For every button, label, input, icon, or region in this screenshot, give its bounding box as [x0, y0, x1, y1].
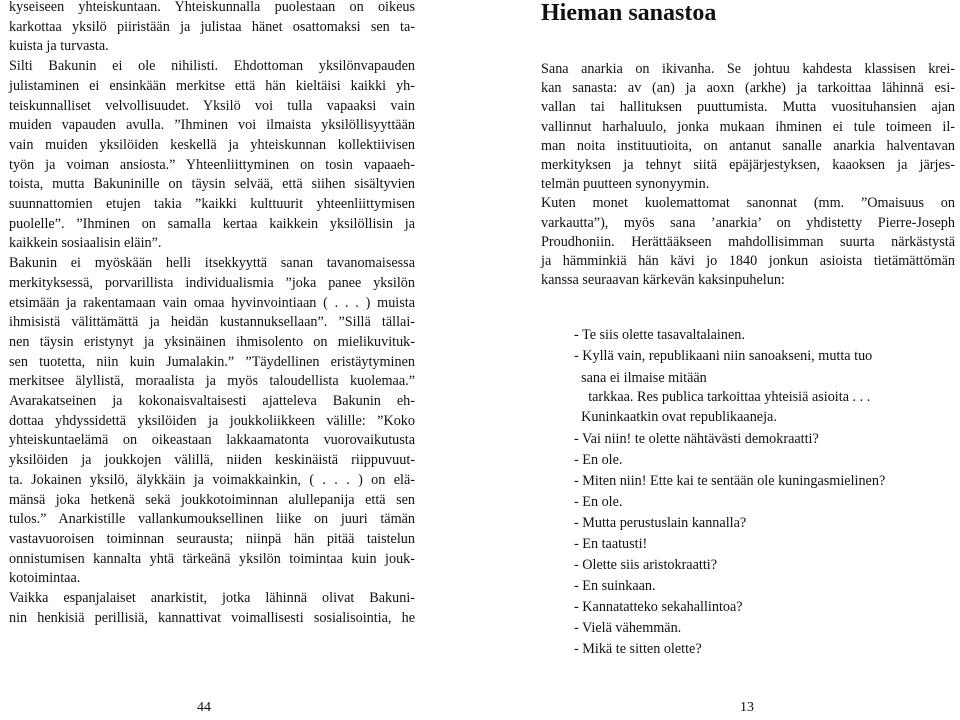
text-line: vain muiden yksilöiden keskellä ja yhteiskunnan kollektiivisen: [9, 136, 415, 153]
text-line: dottaa yhdyssidettä yksilöiden ja joukkoliikkeen välille: ”Koko: [9, 412, 415, 429]
text-line: yhteiskuntaelämä on oikeastaan lakkaamatonta vuorovaikutusta: [9, 432, 415, 449]
dialogue-line: - Miten niin! Ette kai te sentään ole kuningasmielinen?: [574, 473, 886, 489]
text-line: kanssa seuraavan kärkevän kaksinpuhelun:: [541, 272, 785, 289]
section-heading: Hieman sanastoa: [541, 0, 717, 26]
text-line: etsimään ja rakentamaan vain omaa hyvinvointiaan ( . . . ) muista: [9, 294, 415, 311]
text-line: ta. Jokainen yksilö, älykkäin ja voimakkainkin, ( . . . ) on elä-: [9, 471, 415, 488]
text-line: Vaikka espanjalaiset anarkistit, jotka lähinnä olivat Bakuni-: [9, 590, 415, 606]
dialogue-line: sana ei ilmaise mitään: [574, 370, 707, 386]
text-line: toista, mutta Bakuninille on täysin selvää, että siihen sisältyvien: [9, 176, 415, 193]
text-line: Bakunin ei myöskään helli itsekkyyttä sanan tavanomaisessa: [9, 255, 415, 272]
text-line: yksilöiden ja joukkojen välillä, niiden keskinäistä riippuvuut-: [9, 452, 415, 469]
text-line: kuista ja turvasta.: [9, 38, 109, 55]
dialogue-line: tarkkaa. Res publica tarkoittaa yhteisiä asioita . . .: [574, 389, 871, 405]
text-line: julistaminen ei ensinkään merkitse että hän kieltäisi kaikki yh-: [9, 77, 415, 94]
text-line: kyseiseen yhteiskuntaan. Yhteiskunnalla puolestaan on oikeus: [9, 0, 415, 15]
text-line: telmän puutteen synonyymin.: [541, 176, 710, 193]
text-line: man noita instituutioita, on antanut sanalle anarkia halventavan: [541, 137, 955, 154]
text-line: muiden vapauden avulla. ”Ihminen voi ilmaista yksilöllisyyttään: [9, 117, 415, 134]
text-line: mänsä joka hetkenä sekä joukkotoiminnan alullepanija että sen: [9, 491, 415, 508]
text-line: kan sanasta: av (an) ja aoxn (arkhe) ja tarkoittaa lähinnä esi-: [541, 80, 955, 97]
right-page-number: 13: [740, 700, 754, 715]
dialogue-line: - En ole.: [574, 452, 623, 468]
left-page-number: 44: [197, 700, 211, 715]
text-line: vastavuoroisen toiminnan seurausta; niinpä hän pitää taistelun: [9, 530, 415, 547]
text-line: teiskunnalliset velvollisuudet. Yksilö voi tulla vapaaksi vain: [9, 97, 415, 114]
dialogue-line: - Kannatatteko sekahallintoa?: [574, 599, 743, 615]
text-line: vallinnut harhaluulo, jonka mukaan ihminen ei tule toimeen il-: [541, 118, 955, 135]
dialogue-line: - Mutta perustuslain kannalla?: [574, 515, 747, 531]
text-line: Sana anarkia on ikivanha. Se johtuu kahdesta klassisen krei-: [541, 61, 955, 77]
text-line: sen tuotetta, niin kuin Jumalakin.” ”Täydellinen eristäytyminen: [9, 353, 415, 370]
dialogue-line: - En ole.: [574, 494, 623, 510]
text-line: Proudhoniin. Herättääkseen mahdollisimman suurta närkästystä: [541, 233, 955, 250]
text-line: työn ja voiman ansiosta.” Yhteenliittyminen on tosin vapaaeh-: [9, 156, 415, 173]
text-line: merkityksessä, porvarillista individualismia ”joka panee yksilön: [9, 274, 415, 291]
dialogue-line: - Vielä vähemmän.: [574, 620, 682, 636]
text-line: kotoimintaa.: [9, 570, 81, 587]
text-line: karkottaa yksilö piiristään ja julistaa hänet osattomaksi sen ta-: [9, 18, 415, 35]
text-line: ja hämminkiä hän kävi jo 1840 jonkun asioista tietämättömän: [541, 253, 955, 269]
text-line: suunnattomien etujen takia ”kaikki kulttuurit yhteenliittymisen: [9, 196, 415, 212]
text-line: nin henkisiä perillisiä, kannattivat voimallisesti sosialisointia, he: [9, 609, 415, 626]
dialogue-line: - Mikä te sitten olette?: [574, 641, 702, 657]
text-line: ihmisistä välittämättä ja heidän kustannuksellaan”. ”Sillä tällai-: [9, 314, 415, 331]
dialogue-line: - Te siis olette tasavaltalainen.: [574, 327, 745, 343]
dialogue-line: - Olette siis aristokraatti?: [574, 557, 718, 573]
text-line: Silti Bakunin ei ole nihilisti. Ehdottoman yksilönvapauden: [9, 58, 415, 75]
dialogue-line: Kuninkaatkin ovat republikaaneja.: [574, 409, 777, 425]
text-line: varkautta”), myös sana ’anarkia’ on yhdistetty Pierre-Joseph: [541, 214, 955, 231]
text-line: merkityksen ja tehnyt siitä epäjärjestyksen, kaaoksen ja järjes-: [541, 157, 955, 173]
text-line: vallan tai hallituksen puuttumista. Mutta vuosituhansien ajan: [541, 99, 955, 116]
dialogue-line: - Vai niin! te olette nähtävästi demokraatti?: [574, 431, 819, 447]
text-line: puolelle”. ”Ihminen on samalla kertaa kaikkein yksilöllisin ja: [9, 215, 415, 232]
text-line: onnistumisen kannalta yhtä tärkeänä yksilön toimintaa kuin jouk-: [9, 550, 415, 567]
dialogue-line: - Kyllä vain, republikaani niin sanoakseni, mutta tuo: [574, 348, 873, 364]
text-line: tulos.” Anarkistille vallankumouksellinen liike on juuri tämän: [9, 511, 415, 528]
text-line: Kuten monet kuolemattomat sanonnat (mm. ”Omaisuus on: [541, 195, 955, 212]
text-line: Avarakatseinen ja kokonaisvaltaisesti ajatteleva Bakunin eh-: [9, 393, 415, 409]
text-line: kaikkein sosiaalisin eläin”.: [9, 235, 162, 252]
dialogue-line: - En taatusti!: [574, 536, 648, 552]
dialogue-line: - En suinkaan.: [574, 578, 656, 594]
text-line: merkitsee älyllistä, moraalista ja myös taloudellista kuolemaa.”: [9, 373, 415, 390]
text-line: nen täysin eristynyt ja yksinäinen ihmisolento on mielikuvituk-: [9, 333, 415, 350]
